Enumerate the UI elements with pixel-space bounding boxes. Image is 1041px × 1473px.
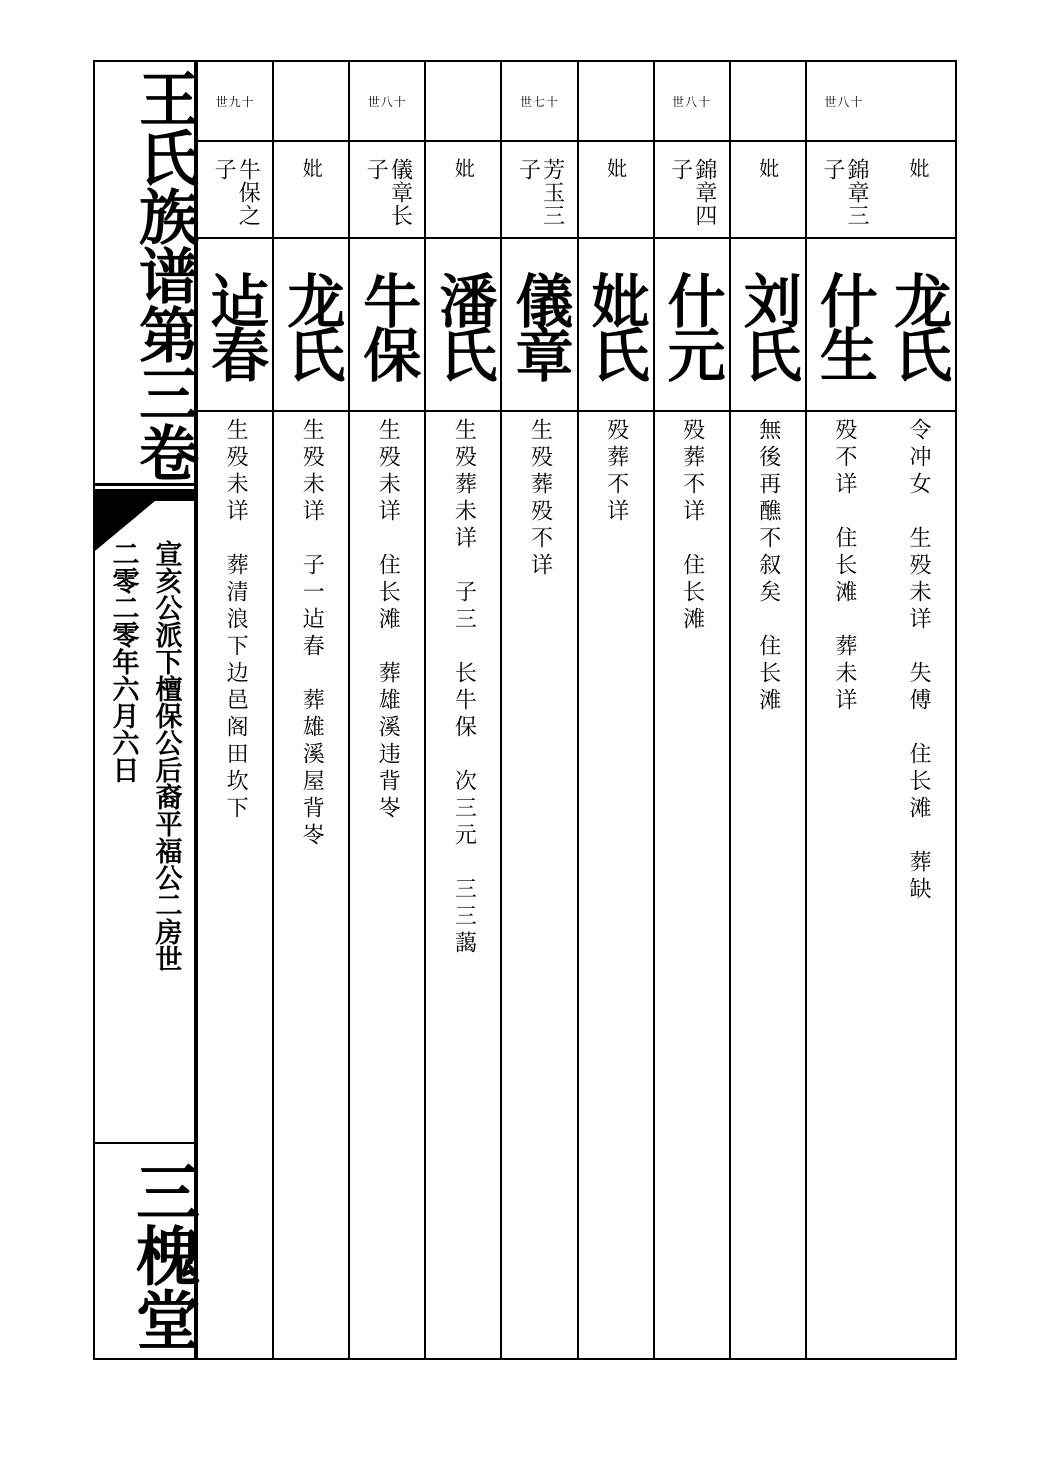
entry-column <box>577 62 653 1358</box>
person-note: 殁葬不详 住长滩 <box>679 418 705 634</box>
relation-label: 妣 <box>905 158 930 179</box>
generation-label: 世八十 <box>807 62 881 142</box>
person-name: 龙氏 <box>277 270 346 379</box>
person-note: 生殁葬殁不详 <box>527 418 553 580</box>
person-note: 生殁葬未详 子三 长牛保 次三元 三三藹 <box>451 418 477 958</box>
generation-label <box>731 62 805 142</box>
person-name: 龙氏 <box>883 270 952 379</box>
entries <box>196 62 955 1358</box>
generation-label <box>426 62 500 142</box>
relation-label: 妣 <box>299 158 324 179</box>
genealogy-page <box>93 60 957 1360</box>
book-title: 王氏族谱第三卷 <box>95 62 194 486</box>
date-text: 二零二零年六月六日 <box>107 540 139 783</box>
hall-name: 三槐堂 <box>95 1142 194 1358</box>
person-name: 儀章 <box>505 270 574 379</box>
person-name: 什元 <box>657 270 726 379</box>
lineage-text: 宣亥公派下檀保公后裔平福公二房世 <box>150 540 182 972</box>
entry-column <box>805 62 881 1358</box>
entry-column <box>500 62 576 1358</box>
relation-label: 妣 <box>451 158 476 179</box>
entry-column <box>348 62 424 1358</box>
person-note: 生殁未详 住长滩 葬雄溪违背岺 <box>375 418 401 823</box>
person-name: 牛保 <box>353 270 422 379</box>
entry-column <box>729 62 805 1358</box>
relation-label: 牛保之子 <box>211 158 261 227</box>
generation-label: 世九十 <box>198 62 272 142</box>
spine <box>95 62 200 1358</box>
entry-column <box>196 62 272 1358</box>
generation-label <box>579 62 653 142</box>
relation-label: 芳玉三子 <box>515 158 565 227</box>
person-name: 刘氏 <box>733 270 802 379</box>
relation-label: 儀章长子 <box>363 158 413 227</box>
relation-label: 錦章四子 <box>667 158 717 227</box>
person-note: 殁不详 住长滩 葬未详 <box>831 418 857 715</box>
person-name: 妣氏 <box>581 270 650 379</box>
relation-label: 妣 <box>603 158 628 179</box>
person-note: 令冲女 生殁未详 失傅 住长滩 葬缺 <box>905 418 931 904</box>
generation-label: 世八十 <box>655 62 729 142</box>
spine-subtitle <box>95 540 194 1140</box>
person-name: 迠春 <box>201 270 270 379</box>
generation-label: 世七十 <box>502 62 576 142</box>
person-note: 無後再醮不叙矣 住长滩 <box>755 418 781 715</box>
person-name: 什生 <box>809 270 878 379</box>
entry-column <box>881 62 955 1358</box>
generation-label <box>881 62 955 142</box>
person-note: 殁葬不详 <box>603 418 629 526</box>
person-note: 生殁未详 子一迠春 葬雄溪屋背岺 <box>299 418 325 850</box>
entry-column <box>424 62 500 1358</box>
generation-label <box>274 62 348 142</box>
relation-label: 錦章三子 <box>819 158 870 227</box>
person-name: 潘氏 <box>429 270 498 379</box>
person-note: 生殁未详 葬清浪下边邑阁田坎下 <box>223 418 249 823</box>
entry-column <box>653 62 729 1358</box>
entry-column <box>272 62 348 1358</box>
relation-label: 妣 <box>755 158 780 179</box>
generation-label: 世八十 <box>350 62 424 142</box>
